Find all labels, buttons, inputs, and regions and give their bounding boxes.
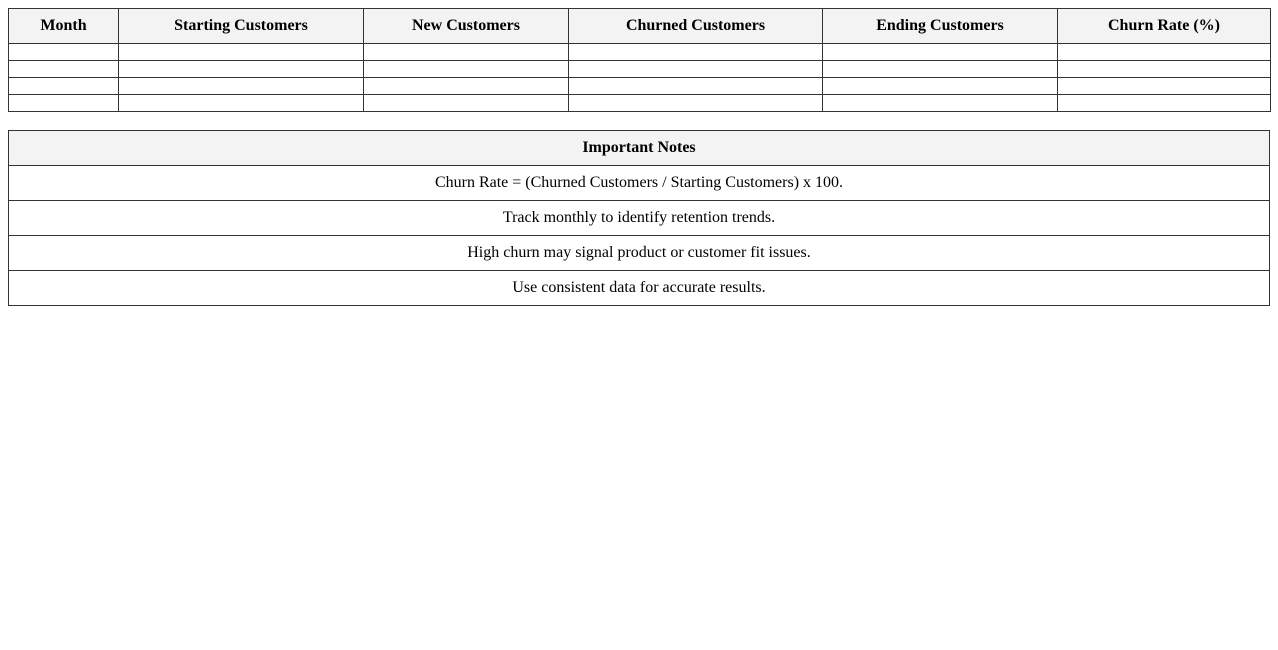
note-text: High churn may signal product or customer fit issues. [9, 236, 1270, 271]
table-cell[interactable] [569, 44, 823, 61]
table-cell[interactable] [569, 78, 823, 95]
table-cell[interactable] [1058, 95, 1271, 112]
notes-table [8, 130, 1270, 306]
table-cell[interactable] [1058, 44, 1271, 61]
note-row [9, 271, 1270, 306]
note-text: Churn Rate = (Churned Customers / Starting Customers) x 100. [9, 166, 1270, 201]
note-row [9, 201, 1270, 236]
table-cell[interactable] [569, 61, 823, 78]
header-row [9, 9, 1271, 44]
table-cell[interactable] [119, 44, 364, 61]
table-cell[interactable] [364, 78, 569, 95]
table-cell[interactable] [364, 44, 569, 61]
header-new-customers: New Customers [364, 9, 569, 44]
table-cell[interactable] [9, 44, 119, 61]
table-cell[interactable] [119, 61, 364, 78]
notes-title: Important Notes [9, 131, 1270, 166]
table-cell[interactable] [9, 61, 119, 78]
table-row [9, 78, 1271, 95]
header-starting-customers: Starting Customers [119, 9, 364, 44]
header-churned-customers: Churned Customers [569, 9, 823, 44]
table-cell[interactable] [119, 78, 364, 95]
table-cell[interactable] [1058, 61, 1271, 78]
churn-table [8, 8, 1271, 112]
table-cell[interactable] [119, 95, 364, 112]
note-row [9, 166, 1270, 201]
table-cell[interactable] [823, 44, 1058, 61]
table-cell[interactable] [364, 61, 569, 78]
note-text: Use consistent data for accurate results. [9, 271, 1270, 306]
header-churn-rate: Churn Rate (%) [1058, 9, 1271, 44]
table-cell[interactable] [1058, 78, 1271, 95]
table-cell[interactable] [9, 78, 119, 95]
table-row [9, 44, 1271, 61]
table-cell[interactable] [823, 61, 1058, 78]
note-row [9, 236, 1270, 271]
table-row [9, 95, 1271, 112]
table-row [9, 61, 1271, 78]
table-cell[interactable] [364, 95, 569, 112]
table-cell[interactable] [823, 78, 1058, 95]
header-month: Month [9, 9, 119, 44]
note-text: Track monthly to identify retention trends. [9, 201, 1270, 236]
table-cell[interactable] [823, 95, 1058, 112]
header-ending-customers: Ending Customers [823, 9, 1058, 44]
table-cell[interactable] [569, 95, 823, 112]
notes-header-row [9, 131, 1270, 166]
table-cell[interactable] [9, 95, 119, 112]
